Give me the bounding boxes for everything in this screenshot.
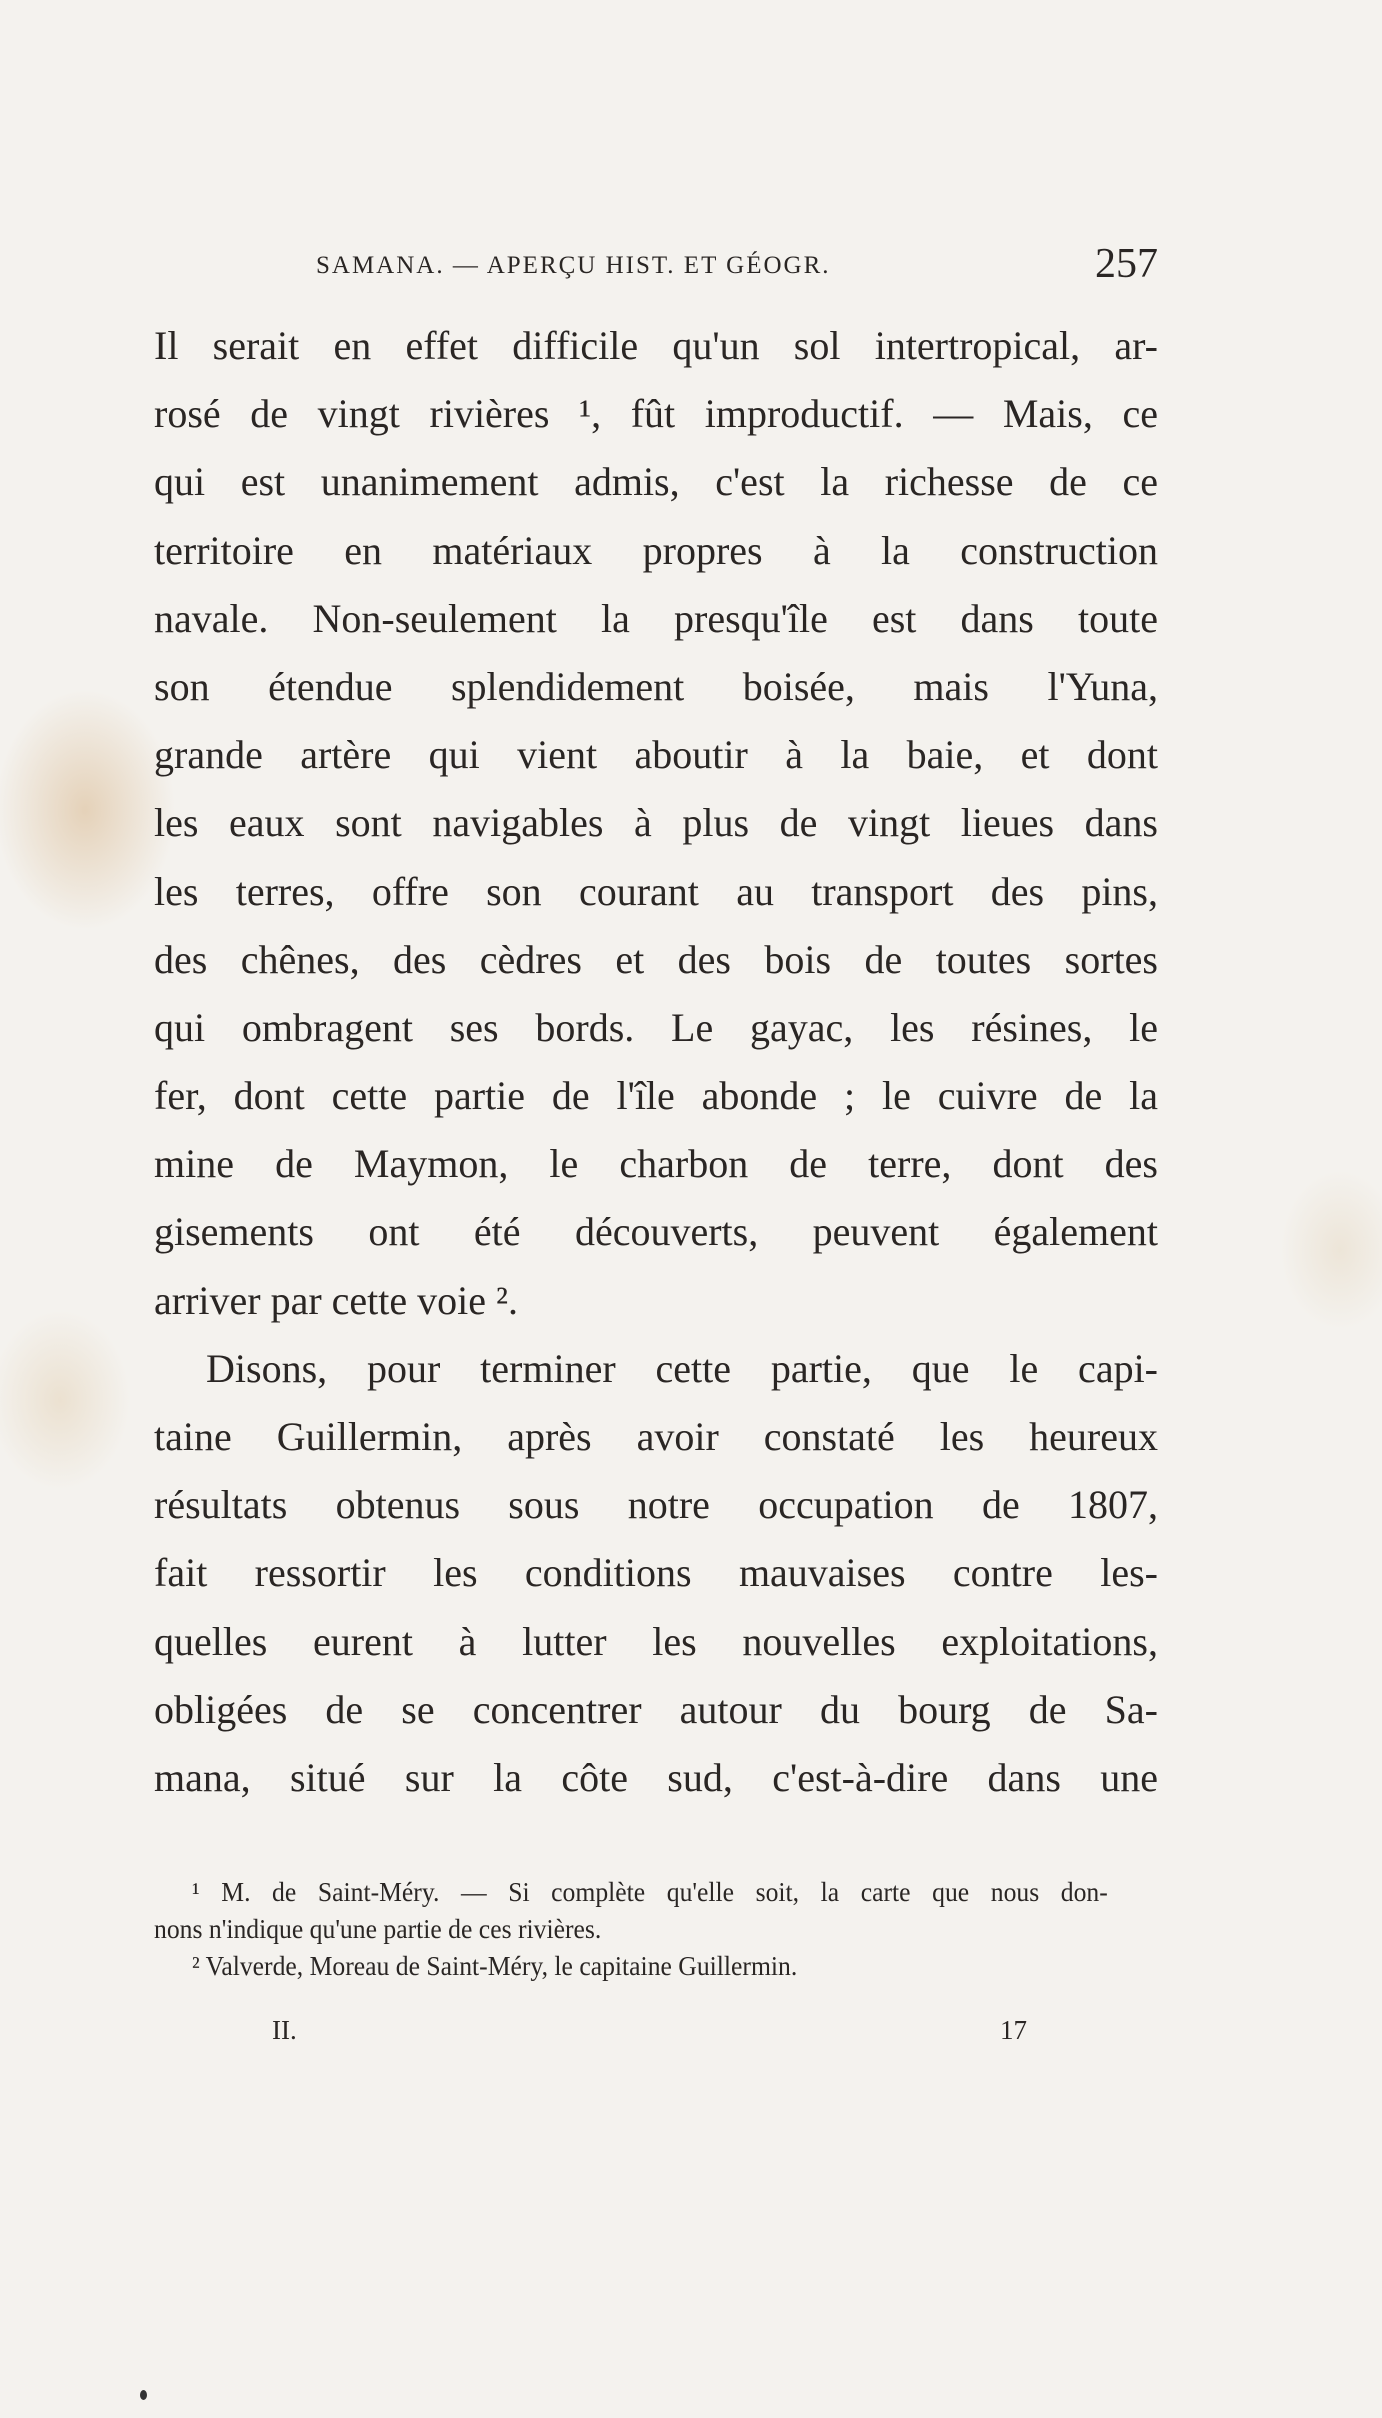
footnotes (154, 1874, 1108, 1985)
text-line: rosé de vingt rivières ¹, fût improductif. — Mais, ce (154, 391, 1158, 437)
footnote-1: ¹ M. de Saint-Méry. — Si complète qu'elle soit, la carte que nous don- (192, 1877, 1108, 1907)
text-line: navale. Non-seulement la presqu'île est dans toute (154, 595, 1158, 641)
folio-number: 17 (1000, 2015, 1027, 2045)
text-line: obligées de se concentrer autour du bourg de Sa- (154, 1686, 1158, 1732)
text-line: mine de Maymon, le charbon de terre, dont des (154, 1141, 1158, 1187)
text-line: des chênes, des cèdres et des bois de toutes sortes (154, 936, 1158, 982)
footnote-2: ² Valverde, Moreau de Saint-Méry, le capitaine Guillermin. (192, 1951, 798, 1981)
text-line: qui est unanimement admis, c'est la richesse de ce (154, 459, 1158, 505)
text-line: fer, dont cette partie de l'île abonde ; le cuivre de la (154, 1073, 1158, 1119)
text-line: quelles eurent à lutter les nouvelles exploitations, (154, 1618, 1158, 1664)
ink-spot (140, 2390, 147, 2400)
text-line: taine Guillermin, après avoir constaté les heureux (154, 1414, 1158, 1459)
running-title: SAMANA. — APERÇU HIST. ET GÉOGR. (316, 252, 831, 279)
text-line: les terres, offre son courant au transport des pins, (154, 868, 1158, 914)
text-line: fait ressortir les conditions mauvaises contre les- (154, 1550, 1158, 1596)
text-line: mana, situé sur la côte sud, c'est-à-dire dans une (154, 1754, 1158, 1800)
text-line: les eaux sont navigables à plus de vingt lieues dans (154, 800, 1158, 846)
footnote-1-continued: nons n'indique qu'une partie de ces rivières. (154, 1914, 602, 1944)
text-line: grande artère qui vient aboutir à la baie, et dont (154, 732, 1158, 778)
text-line: arriver par cette voie ². (154, 1277, 519, 1323)
text-line: gisements ont été découverts, peuvent également (154, 1209, 1158, 1255)
body-text (154, 312, 1158, 1812)
text-line: Disons, pour terminer cette partie, que le capi- (206, 1345, 1158, 1391)
signature-mark: II. (272, 2015, 297, 2045)
text-line: résultats obtenus sous notre occupation de 1807, (154, 1482, 1158, 1528)
text-line: qui ombragent ses bords. Le gayac, les résines, le (154, 1004, 1158, 1050)
running-header (316, 240, 1158, 290)
text-line: territoire en matériaux propres à la construction (154, 527, 1158, 573)
page-number: 257 (1095, 241, 1158, 287)
text-line: son étendue splendidement boisée, mais l'Yuna, (154, 663, 1158, 709)
text-line: Il serait en effet difficile qu'un sol intertropical, ar- (154, 323, 1158, 368)
